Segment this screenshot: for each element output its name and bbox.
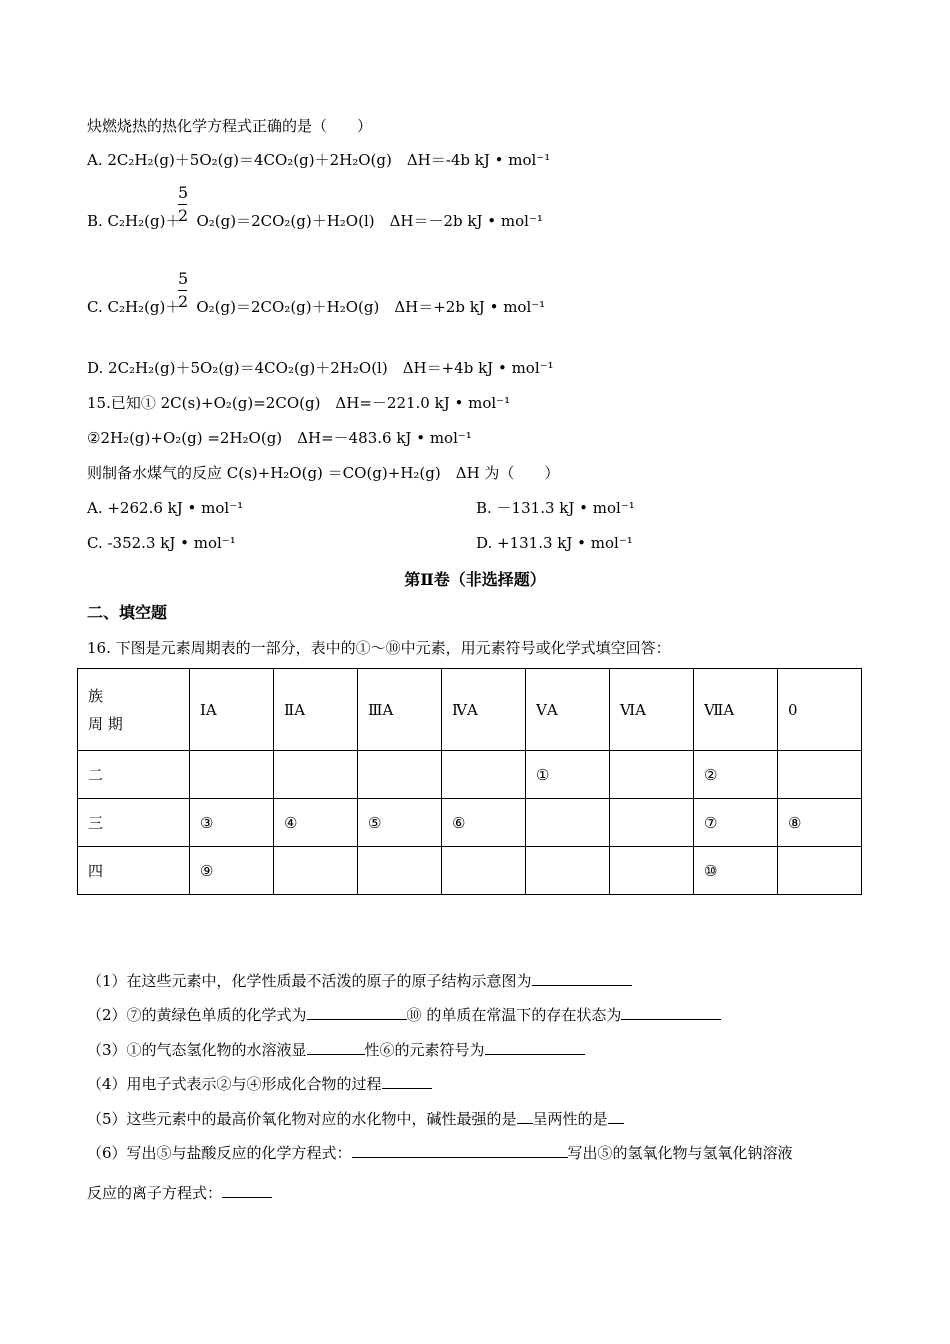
q15-option-a: A. +262.6 kJ • mol⁻¹	[87, 499, 244, 517]
q16-part5-text-b: 呈两性的是	[532, 1110, 608, 1128]
q14-option-b-pre: B. C₂H₂(g)＋	[87, 212, 181, 230]
table-cell: ⑤	[358, 799, 442, 847]
q16-part5	[87, 1108, 624, 1129]
answer-blank[interactable]	[485, 1039, 585, 1055]
table-cell: 二	[78, 751, 190, 799]
header-cell: ⅥA	[610, 669, 694, 751]
table-cell: ⑥	[442, 799, 526, 847]
header-cell: ⅤA	[526, 669, 610, 751]
q16-part3-text-b: 性⑥的元素符号为	[364, 1041, 485, 1059]
periodic-table	[77, 668, 862, 895]
part2-title: 第Ⅱ卷（非选择题）	[404, 570, 546, 589]
table-cell	[274, 847, 358, 895]
table-cell: ⑩	[694, 847, 778, 895]
header-cell: ⅣA	[442, 669, 526, 751]
table-cell	[778, 751, 862, 799]
table-cell: ⑨	[190, 847, 274, 895]
q16-part2	[87, 1004, 721, 1025]
q15-option-d: D. +131.3 kJ • mol⁻¹	[476, 534, 633, 552]
table-cell	[778, 847, 862, 895]
q16-part1	[87, 970, 632, 991]
table-cell: 三	[78, 799, 190, 847]
q14-option-d: D. 2C₂H₂(g)＋5O₂(g)＝4CO₂(g)＋2H₂O(l) ΔH＝+4b kJ • mol⁻¹	[87, 359, 554, 377]
table-cell: ③	[190, 799, 274, 847]
table-cell	[190, 751, 274, 799]
section-title: 二、填空题	[87, 603, 168, 622]
table-cell	[358, 847, 442, 895]
q14-option-b	[87, 211, 543, 231]
table-cell	[610, 847, 694, 895]
table-cell	[610, 799, 694, 847]
corner-group-label: 族	[88, 686, 104, 705]
table-cell: ①	[526, 751, 610, 799]
q14-option-c-pre: C. C₂H₂(g)＋	[87, 298, 181, 316]
corner-period-label: 周 期	[88, 714, 123, 733]
table-cell	[610, 751, 694, 799]
q15-line2: ②2H₂(g)+O₂(g) =2H₂O(g) ΔH=－483.6 kJ • mol⁻¹	[87, 429, 472, 447]
q14-stem: 炔燃烧热的热化学方程式正确的是（ ）	[87, 117, 373, 135]
header-cell: ⅢA	[358, 669, 442, 751]
answer-blank[interactable]	[608, 1108, 624, 1124]
table-cell	[442, 847, 526, 895]
q14-option-c	[87, 297, 545, 317]
q16-part6-cont	[87, 1182, 272, 1203]
q16-part4	[87, 1073, 432, 1094]
answer-blank[interactable]	[517, 1108, 533, 1124]
q15-line1: 15.已知① 2C(s)+O₂(g)=2CO(g) ΔH=－221.0 kJ • mol⁻¹	[87, 394, 511, 412]
table-row	[78, 847, 862, 895]
q14-option-a: A. 2C₂H₂(g)＋5O₂(g)＝4CO₂(g)＋2H₂O(g) ΔH＝-4b kJ • mol⁻¹	[87, 151, 551, 169]
q16-part6-text-a: （6）写出⑤与盐酸反应的化学方程式：	[87, 1144, 352, 1162]
table-cell: ④	[274, 799, 358, 847]
q16-part3-text-a: （3）①的气态氢化物的水溶液显	[87, 1041, 307, 1059]
q16-part3	[87, 1039, 585, 1060]
q15-option-c: C. -352.3 kJ • mol⁻¹	[87, 534, 236, 552]
table-cell: ⑧	[778, 799, 862, 847]
q16-part6	[87, 1142, 793, 1163]
answer-blank[interactable]	[352, 1142, 568, 1158]
fraction-numerator: 5	[178, 183, 189, 202]
fraction-denominator: 2	[178, 292, 189, 311]
fraction-numerator: 5	[178, 269, 189, 288]
header-cell: ⅦA	[694, 669, 778, 751]
q16-part6-text-b: 写出⑤的氢氧化物与氢氧化钠溶液	[567, 1144, 793, 1162]
q14-option-b-post: O₂(g)＝2CO₂(g)＋H₂O(l) ΔH＝－2b kJ • mol⁻¹	[196, 212, 543, 230]
header-cell: 0	[778, 669, 862, 751]
q16-part5-text-a: （5）这些元素中的最高价氧化物对应的水化物中，碱性最强的是	[87, 1110, 517, 1128]
table-corner	[78, 669, 190, 751]
header-cell: ⅡA	[274, 669, 358, 751]
answer-blank[interactable]	[307, 1004, 407, 1020]
answer-blank[interactable]	[382, 1073, 432, 1089]
q16-part2-text-a: （2）⑦的黄绿色单质的化学式为	[87, 1006, 307, 1024]
q15-line3: 则制备水煤气的反应 C(s)+H₂O(g) ＝CO(g)+H₂(g) ΔH 为（ ）	[87, 464, 560, 482]
header-cell: ⅠA	[190, 669, 274, 751]
table-cell: ⑦	[694, 799, 778, 847]
q16-part1-text: （1）在这些元素中，化学性质最不活泼的原子的原子结构示意图为	[87, 972, 532, 990]
q14-option-c-post: O₂(g)＝2CO₂(g)＋H₂O(g) ΔH＝+2b kJ • mol⁻¹	[196, 298, 546, 316]
table-cell	[526, 799, 610, 847]
table-cell	[358, 751, 442, 799]
table-cell	[274, 751, 358, 799]
q16-part4-text: （4）用电子式表示②与④形成化合物的过程	[87, 1075, 382, 1093]
answer-blank[interactable]	[222, 1182, 272, 1198]
table-cell	[526, 847, 610, 895]
table-row	[78, 751, 862, 799]
q16-part2-text-b: ⑩ 的单质在常温下的存在状态为	[406, 1006, 622, 1024]
table-row	[78, 799, 862, 847]
table-cell: ②	[694, 751, 778, 799]
q15-option-b: B. －131.3 kJ • mol⁻¹	[476, 499, 635, 517]
answer-blank[interactable]	[307, 1039, 365, 1055]
answer-blank[interactable]	[621, 1004, 721, 1020]
fraction-denominator: 2	[178, 206, 189, 225]
q16-stem: 16. 下图是元素周期表的一部分，表中的①～⑩中元素，用元素符号或化学式填空回答：	[87, 639, 671, 657]
answer-blank[interactable]	[532, 970, 632, 986]
q16-part6-text-c: 反应的离子方程式：	[87, 1184, 223, 1202]
table-cell	[442, 751, 526, 799]
table-cell: 四	[78, 847, 190, 895]
